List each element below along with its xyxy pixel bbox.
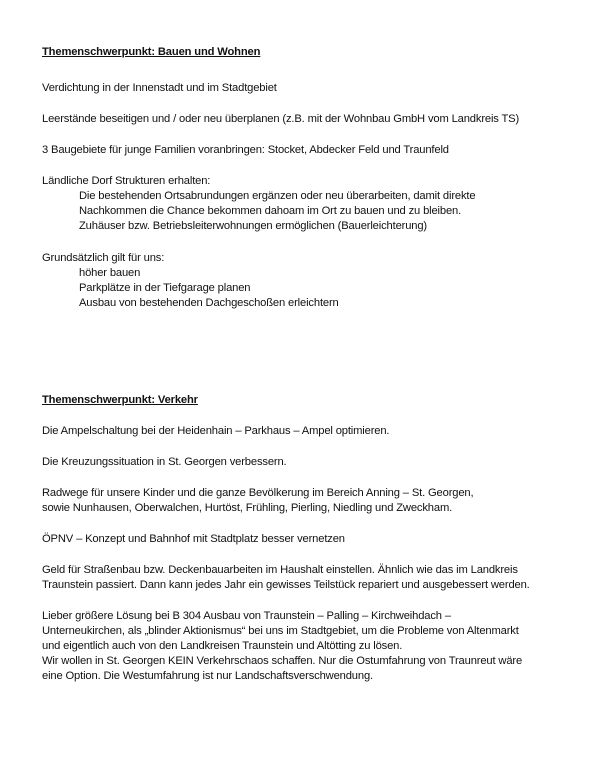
- section-heading-bauen-wohnen: Themenschwerpunkt: Bauen und Wohnen: [42, 46, 261, 58]
- paragraph-kreuzung: Die Kreuzungssituation in St. Georgen verbessern.: [42, 456, 287, 468]
- paragraph-strassenbau-line: Traunstein passiert. Dann kann jedes Jahr ein gewisses Teilstück repariert und ausgebessert werden.: [42, 579, 530, 591]
- paragraph-baugebiete: 3 Baugebiete für junge Familien voranbringen: Stocket, Abdecker Feld und Traunfeld: [42, 144, 449, 156]
- paragraph-b304-line: Lieber größere Lösung bei B 304 Ausbau von Traunstein – Palling – Kirchweihdach –: [42, 610, 451, 622]
- list-item: Nachkommen die Chance bekommen dahoam im Ort zu bauen und zu bleiben.: [79, 205, 462, 217]
- list-item: Ausbau von bestehenden Dachgeschoßen erleichtern: [79, 297, 339, 309]
- list-item: höher bauen: [79, 267, 141, 279]
- paragraph-oepnv: ÖPNV – Konzept und Bahnhof mit Stadtplatz besser vernetzen: [42, 533, 345, 545]
- paragraph-grundsaetzlich-intro: Grundsätzlich gilt für uns:: [42, 252, 165, 264]
- paragraph-radwege-line: Radwege für unsere Kinder und die ganze Bevölkerung im Bereich Anning – St. Georgen,: [42, 487, 474, 499]
- paragraph-ampelschaltung: Die Ampelschaltung bei der Heidenhain – Parkhaus – Ampel optimieren.: [42, 425, 390, 437]
- paragraph-strassenbau-line: Geld für Straßenbau bzw. Deckenbauarbeiten im Haushalt einstellen. Ähnlich wie das im Landkreis: [42, 564, 518, 576]
- section-heading-verkehr: Themenschwerpunkt: Verkehr: [42, 394, 198, 406]
- paragraph-dorf-strukturen-intro: Ländliche Dorf Strukturen erhalten:: [42, 175, 211, 187]
- paragraph-b304-line: Wir wollen in St. Georgen KEIN Verkehrschaos schaffen. Nur die Ostumfahrung von Traunreut wäre: [42, 655, 523, 667]
- paragraph-b304-line: und eigentlich auch von den Landkreisen Traunstein und Altötting zu lösen.: [42, 640, 403, 652]
- list-item: Zuhäuser bzw. Betriebsleiterwohnungen ermöglichen (Bauerleichterung): [79, 220, 428, 232]
- paragraph-verdichtung: Verdichtung in der Innenstadt und im Stadtgebiet: [42, 82, 277, 94]
- paragraph-radwege-line: sowie Nunhausen, Oberwalchen, Hurtöst, Frühling, Pierling, Niedling und Zweckham.: [42, 502, 453, 514]
- list-item: Parkplätze in der Tiefgarage planen: [79, 282, 251, 294]
- paragraph-b304-line: eine Option. Die Westumfahrung ist nur Landschaftsverschwendung.: [42, 670, 373, 682]
- paragraph-b304-line: Unterneukirchen, als „blinder Aktionismus“ bei uns im Stadtgebiet, um die Probleme von Altenmarkt: [42, 625, 519, 637]
- list-item: Die bestehenden Ortsabrundungen ergänzen oder neu überarbeiten, damit direkte: [79, 190, 476, 202]
- paragraph-leerstaende: Leerstände beseitigen und / oder neu überplanen (z.B. mit der Wohnbau GmbH vom Landkreis TS): [42, 113, 520, 125]
